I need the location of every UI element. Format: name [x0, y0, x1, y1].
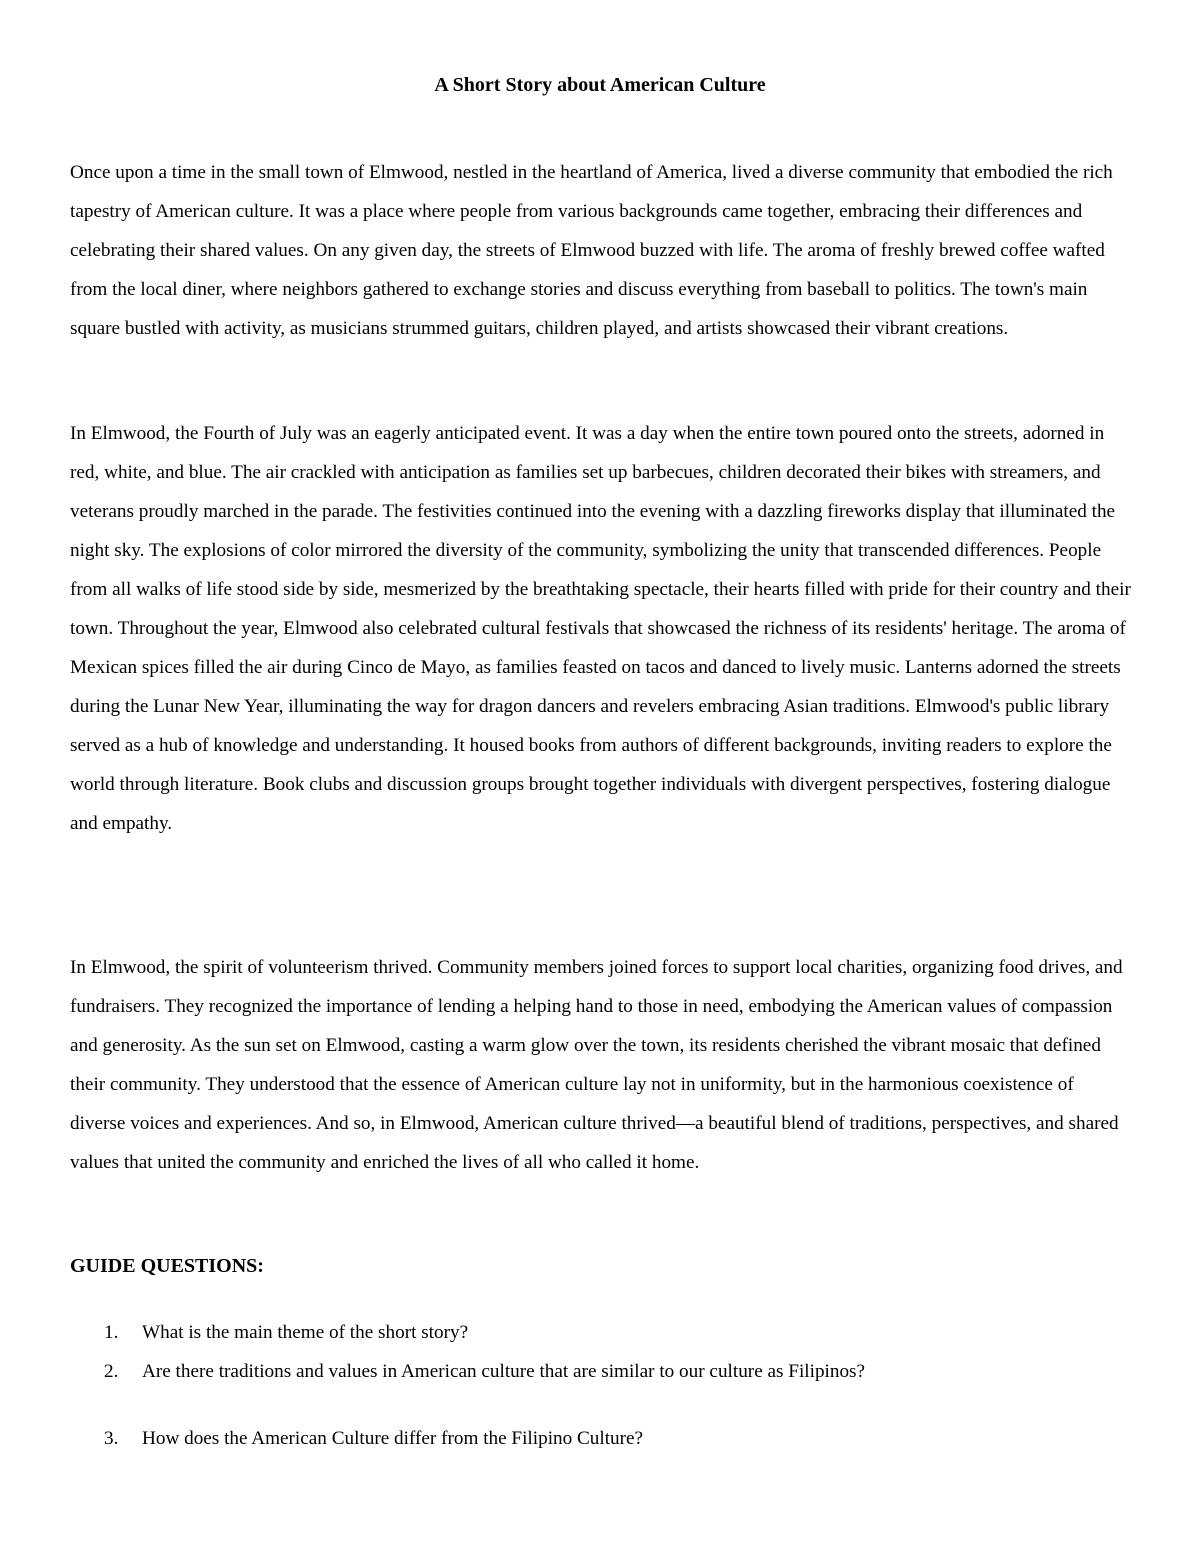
question-text: Are there traditions and values in American culture that are similar to our culture as Filipinos?	[142, 1361, 866, 1382]
question-number: 2.	[104, 1361, 119, 1382]
question-text: What is the main theme of the short story?	[142, 1322, 469, 1343]
story-paragraph-3: In Elmwood, the spirit of volunteerism thrived. Community members joined forces to support local charities, organizing food drives, and fundraisers. They recognized the importance of lending a helping hand to those in need, embodying the American values of compassion and generosity. As the sun set on Elmwood, casting a warm glow over the town, its residents cherished the vibrant mosaic that defined their community. They understood that the essence of American culture lay not in uniformity, but in the harmonious coexistence of diverse voices and experiences. And so, in Elmwood, American culture thrived—a beautiful blend of traditions, perspectives, and shared values that united the community and enriched the lives of all who called it home.	[70, 957, 1123, 1173]
question-number: 1.	[104, 1322, 119, 1343]
question-number: 3.	[104, 1428, 119, 1449]
question-text: How does the American Culture differ from the Filipino Culture?	[142, 1428, 644, 1449]
story-paragraph-2: In Elmwood, the Fourth of July was an eagerly anticipated event. It was a day when the entire town poured onto the streets, adorned in red, white, and blue. The air crackled with anticipation as families set up barbecues, children decorated their bikes with streamers, and veterans proudly marched in the parade. The festivities continued into the evening with a dazzling fireworks display that illuminated the night sky. The explosions of color mirrored the diversity of the community, symbolizing the unity that transcended differences. People from all walks of life stood side by side, mesmerized by the breathtaking spectacle, their hearts filled with pride for their country and their town. Throughout the year, Elmwood also celebrated cultural festivals that showcased the richness of its residents' heritage. The aroma of Mexican spices filled the air during Cinco de Mayo, as families feasted on tacos and danced to lively music. Lanterns adorned the streets during the Lunar New Year, illuminating the way for dragon dancers and revelers embracing Asian traditions. Elmwood's public library served as a hub of knowledge and understanding. It housed books from authors of different backgrounds, inviting readers to explore the world through literature. Book clubs and discussion groups brought together individuals with divergent perspectives, fostering dialogue and empathy.	[70, 423, 1131, 834]
story-paragraph-1: Once upon a time in the small town of Elmwood, nestled in the heartland of America, lived a diverse community that embodied the rich tapestry of American culture. It was a place where people from various backgrounds came together, embracing their differences and celebrating their shared values. On any given day, the streets of Elmwood buzzed with life. The aroma of freshly brewed coffee wafted from the local diner, where neighbors gathered to exchange stories and discuss everything from baseball to politics. The town's main square bustled with activity, as musicians strummed guitars, children played, and artists showcased their vibrant creations.	[70, 162, 1113, 339]
guide-questions-heading: GUIDE QUESTIONS:	[70, 1255, 264, 1277]
document-title: A Short Story about American Culture	[434, 74, 766, 96]
